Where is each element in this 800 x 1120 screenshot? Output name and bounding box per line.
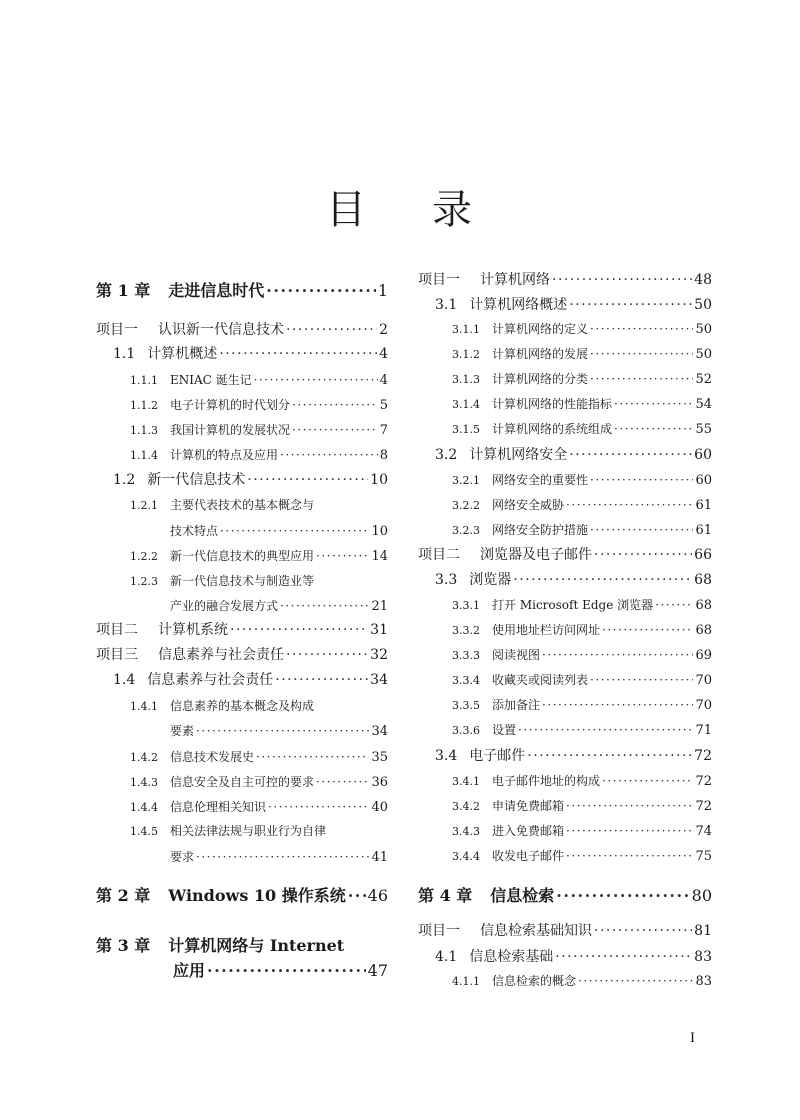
toc-subsection-entry <box>96 800 388 816</box>
toc-entry-number: 3.4.1 <box>452 775 480 788</box>
toc-page-number: 61 <box>695 523 712 538</box>
toc-entry-number: 项目二 <box>96 622 138 638</box>
toc-page-number: 2 <box>379 322 388 338</box>
toc-entry-number: 3.1.4 <box>452 398 480 411</box>
toc-subsection-entry <box>418 698 712 714</box>
toc-entry-label: 网络安全的重要性 <box>492 473 589 487</box>
toc-entry-number: 3.4 <box>435 748 458 764</box>
toc-project-entry <box>96 647 388 664</box>
toc-page-number: 1 <box>377 281 388 300</box>
toc-page-number: 83 <box>695 974 712 989</box>
toc-entry-number: 4.1 <box>435 949 458 965</box>
toc-entry-number: 1.4.4 <box>130 801 158 814</box>
toc-page-number: 70 <box>695 673 712 688</box>
toc-entry-number: 项目一 <box>96 322 138 338</box>
toc-section-entry <box>96 346 388 363</box>
toc-project-entry <box>418 923 712 940</box>
toc-entry-label: 使用地址栏访问网址 <box>492 623 601 637</box>
toc-entry-label: 计算机概述 <box>147 346 218 362</box>
toc-entry-label: 信息安全及自主可控的要求 <box>170 775 315 789</box>
toc-entry-label: 进入免费邮箱 <box>492 824 565 838</box>
toc-entry-number: 项目一 <box>418 272 460 288</box>
toc-entry-label: 打开 Microsoft Edge 浏览器 <box>492 598 654 612</box>
toc-entry-label: 计算机网络的发展 <box>492 347 589 361</box>
toc-subsection-entry <box>418 648 712 664</box>
toc-project-entry <box>418 547 712 564</box>
toc-subsection-entry <box>96 373 388 389</box>
toc-entry-number: 3.1.3 <box>452 373 480 386</box>
toc-entry-label: 新一代信息技术的典型应用 <box>170 549 315 563</box>
toc-entry-label: 浏览器 <box>469 572 512 588</box>
toc-page-number: 80 <box>691 886 712 905</box>
toc-entry-number: 1.2.2 <box>130 550 158 563</box>
toc-page-number: 81 <box>694 923 712 939</box>
toc-entry-number: 3.2.3 <box>452 524 480 537</box>
toc-page-number: 69 <box>695 648 712 663</box>
toc-page-number: 4 <box>379 346 388 362</box>
toc-dot-leader <box>655 598 693 612</box>
toc-entry-number: 第 1 章 <box>96 281 151 300</box>
toc-page-number: 32 <box>370 647 388 663</box>
toc-entry-label: 网络安全威胁 <box>492 498 565 512</box>
toc-dot-leader <box>348 886 366 905</box>
toc-page-number: 60 <box>695 473 712 488</box>
toc-entry-number: 1.2 <box>113 472 136 488</box>
toc-entry-label: 计算机网络安全 <box>469 447 568 463</box>
toc-subsection-continuation <box>96 850 388 866</box>
toc-entry-label: 相关法律法规与职业行为自律 <box>170 824 327 838</box>
toc-entry-number: 1.1.2 <box>130 399 158 412</box>
toc-section-entry <box>418 748 712 765</box>
toc-subsection-entry <box>418 673 712 689</box>
toc-subsection-continuation <box>96 524 388 540</box>
toc-dot-leader <box>254 373 378 387</box>
toc-dot-leader <box>590 523 693 537</box>
toc-entry-label: 计算机网络 <box>480 272 550 288</box>
toc-subsection-entry <box>96 699 388 713</box>
toc-dot-leader <box>542 648 693 662</box>
toc-entry-label: 主要代表技术的基本概念与 <box>170 498 315 512</box>
toc-page-number: 60 <box>694 447 712 463</box>
toc-project-entry <box>96 622 388 639</box>
toc-dot-leader <box>280 448 378 462</box>
toc-subsection-continuation <box>96 599 388 615</box>
toc-chapter-entry <box>418 886 712 905</box>
toc-entry-number: 3.3.2 <box>452 624 480 637</box>
toc-dot-leader <box>566 849 693 863</box>
toc-dot-leader <box>590 372 693 386</box>
toc-dot-leader <box>590 322 693 336</box>
toc-dot-leader <box>556 886 689 905</box>
toc-subsection-entry <box>418 849 712 865</box>
toc-entry-number: 3.3.5 <box>452 699 480 712</box>
toc-entry-number: 3.3.6 <box>452 724 480 737</box>
toc-entry-number: 1.4.1 <box>130 700 158 713</box>
toc-page-number: 50 <box>695 322 712 337</box>
toc-entry-number: 3.1.1 <box>452 323 480 336</box>
toc-project-entry <box>96 322 388 339</box>
toc-dot-leader <box>590 347 693 361</box>
toc-dot-leader <box>196 850 369 864</box>
toc-dot-leader <box>566 799 693 813</box>
toc-title-char-1: 目 <box>326 187 368 233</box>
toc-entry-label: 新一代信息技术 <box>147 472 246 488</box>
toc-entry-number: 3.3.3 <box>452 649 480 662</box>
toc-entry-number: 1.4 <box>113 672 136 688</box>
toc-entry-label: 应用 <box>173 961 206 980</box>
toc-page-number: 8 <box>379 448 388 463</box>
toc-dot-leader <box>196 724 369 738</box>
toc-entry-number: 1.1 <box>113 346 136 362</box>
toc-entry-number: 3.2.2 <box>452 499 480 512</box>
toc-entry-number: 1.1.3 <box>130 424 158 437</box>
toc-dot-leader <box>268 800 369 814</box>
toc-dot-leader <box>207 961 366 980</box>
toc-section-entry <box>96 672 388 689</box>
toc-page-number: 66 <box>694 547 712 563</box>
toc-entry-label: 收藏夹或阅读列表 <box>492 673 589 687</box>
toc-dot-leader <box>286 322 377 339</box>
toc-entry-label: 信息素养与社会责任 <box>147 672 274 688</box>
toc-entry-label: 产业的融合发展方式 <box>170 599 279 613</box>
toc-page-number: 68 <box>695 598 712 613</box>
toc-entry-label: 信息伦理相关知识 <box>170 800 267 814</box>
toc-dot-leader <box>542 698 693 712</box>
page-number: I <box>690 1030 695 1046</box>
toc-entry-label: 信息素养的基本概念及构成 <box>170 699 315 713</box>
toc-subsection-entry <box>96 448 388 464</box>
toc-subsection-entry <box>418 397 712 413</box>
toc-dot-leader <box>590 673 693 687</box>
toc-dot-leader <box>602 623 693 637</box>
toc-subsection-entry <box>418 799 712 815</box>
toc-entry-label: 计算机网络的性能指标 <box>492 397 613 411</box>
toc-entry-number: 3.4.3 <box>452 825 480 838</box>
toc-entry-label: 设置 <box>492 723 517 737</box>
toc-entry-label: 信息技术发展史 <box>170 750 255 764</box>
toc-entry-number: 4.1.1 <box>452 975 480 988</box>
toc-dot-leader <box>594 923 692 940</box>
toc-dot-leader <box>256 750 369 764</box>
toc-subsection-entry <box>96 750 388 766</box>
toc-entry-label: 计算机网络与 Internet <box>168 936 345 955</box>
toc-dot-leader <box>292 423 378 437</box>
toc-entry-label: 计算机网络的系统组成 <box>492 422 613 436</box>
toc-entry-label: 电子计算机的时代划分 <box>170 398 291 412</box>
toc-page-number: 41 <box>371 850 388 865</box>
toc-page-number: 36 <box>371 775 388 790</box>
toc-page-number: 50 <box>694 297 712 313</box>
toc-subsection-entry <box>96 824 388 838</box>
toc-entry-label: 认识新一代信息技术 <box>158 322 284 338</box>
toc-entry-label: 计算机系统 <box>158 622 228 638</box>
toc-dot-leader <box>247 472 368 489</box>
toc-entry-number: 3.1 <box>435 297 458 313</box>
toc-subsection-entry <box>96 423 388 439</box>
toc-page-number: 10 <box>371 524 388 539</box>
toc-subsection-continuation <box>96 724 388 740</box>
toc-entry-number: 3.2.1 <box>452 474 480 487</box>
toc-entry-label: 浏览器及电子邮件 <box>480 547 592 563</box>
toc-entry-number: 3.4.4 <box>452 850 480 863</box>
toc-entry-number: 3.2 <box>435 447 458 463</box>
toc-entry-label: 计算机网络的分类 <box>492 372 589 386</box>
toc-entry-label: 添加备注 <box>492 698 541 712</box>
toc-title <box>0 178 800 235</box>
toc-entry-number: 1.4.2 <box>130 751 158 764</box>
toc-subsection-entry <box>418 723 712 739</box>
toc-entry-number: 3.3 <box>435 572 458 588</box>
toc-dot-leader <box>594 547 692 564</box>
toc-section-entry <box>418 447 712 464</box>
toc-entry-number: 1.2.1 <box>130 499 158 512</box>
toc-subsection-entry <box>418 824 712 840</box>
toc-subsection-entry <box>96 498 388 512</box>
toc-title-char-2: 录 <box>432 187 474 233</box>
toc-dot-leader <box>569 447 692 464</box>
toc-entry-number: 1.2.3 <box>130 575 158 588</box>
toc-chapter-entry <box>96 281 388 300</box>
toc-subsection-entry <box>96 574 388 588</box>
toc-dot-leader <box>555 949 692 966</box>
toc-entry-label: 技术特点 <box>170 524 219 538</box>
toc-subsection-entry <box>418 347 712 363</box>
toc-subsection-entry <box>96 549 388 565</box>
toc-dot-leader <box>569 297 692 314</box>
toc-subsection-entry <box>418 623 712 639</box>
toc-dot-leader <box>513 572 692 589</box>
toc-entry-label: 计算机网络概述 <box>469 297 568 313</box>
toc-subsection-entry <box>418 473 712 489</box>
toc-dot-leader <box>527 748 692 765</box>
toc-entry-label: 网络安全防护措施 <box>492 523 589 537</box>
toc-entry-number: 项目二 <box>418 547 460 563</box>
toc-subsection-entry <box>418 974 712 990</box>
toc-subsection-entry <box>418 774 712 790</box>
toc-page-number: 75 <box>695 849 712 864</box>
toc-entry-label: 信息素养与社会责任 <box>158 647 284 663</box>
toc-dot-leader <box>518 723 693 737</box>
toc-page-number: 14 <box>371 549 388 564</box>
toc-subsection-entry <box>96 775 388 791</box>
toc-entry-number: 1.1.1 <box>130 374 158 387</box>
toc-entry-number: 第 3 章 <box>96 936 151 955</box>
toc-entry-label: 信息检索的概念 <box>492 974 577 988</box>
toc-entry-label: ENIAC 诞生记 <box>170 373 252 387</box>
toc-page-number: 35 <box>371 750 388 765</box>
toc-page-number: 72 <box>695 799 712 814</box>
toc-page-number: 46 <box>367 886 388 905</box>
toc-entry-label: 信息检索基础 <box>469 949 554 965</box>
toc-dot-leader <box>230 622 368 639</box>
toc-page-number: 71 <box>695 723 712 738</box>
toc-page-number: 34 <box>370 672 388 688</box>
toc-page-number: 72 <box>694 748 712 764</box>
toc-entry-label: 阅读视图 <box>492 648 541 662</box>
toc-dot-leader <box>280 599 369 613</box>
toc-entry-label: 电子邮件地址的构成 <box>492 774 601 788</box>
toc-entry-number: 3.3.4 <box>452 674 480 687</box>
toc-entry-number: 3.3.1 <box>452 599 480 612</box>
toc-entry-number: 1.4.3 <box>130 776 158 789</box>
toc-entry-number: 第 2 章 <box>96 886 151 905</box>
toc-page-number: 83 <box>694 949 712 965</box>
toc-entry-number: 项目三 <box>96 647 138 663</box>
toc-page-number: 70 <box>695 698 712 713</box>
toc-subsection-entry <box>418 422 712 438</box>
toc-entry-label: 要求 <box>170 850 195 864</box>
toc-entry-number: 3.1.2 <box>452 348 480 361</box>
toc-page-number: 55 <box>695 422 712 437</box>
toc-entry-label: 计算机网络的定义 <box>492 322 589 336</box>
toc-section-entry <box>418 572 712 589</box>
toc-page-number: 50 <box>695 347 712 362</box>
toc-chapter-entry <box>96 936 388 955</box>
toc-dot-leader <box>552 272 692 289</box>
toc-dot-leader <box>220 524 369 538</box>
toc-entry-label: 走进信息时代 <box>168 281 265 300</box>
toc-entry-label: 计算机的特点及应用 <box>170 448 279 462</box>
toc-entry-label: 信息检索 <box>490 886 555 905</box>
toc-page-number: 4 <box>379 373 388 388</box>
toc-page-number: 68 <box>694 572 712 588</box>
toc-dot-leader <box>219 346 377 363</box>
toc-dot-leader <box>614 397 693 411</box>
toc-page-number: 68 <box>695 623 712 638</box>
toc-page-number: 21 <box>371 599 388 614</box>
toc-chapter-continuation <box>96 961 388 980</box>
toc-dot-leader <box>602 774 693 788</box>
toc-entry-label: 我国计算机的发展状况 <box>170 423 291 437</box>
toc-page-number: 7 <box>379 423 388 438</box>
toc-page-number: 40 <box>371 800 388 815</box>
toc-subsection-entry <box>96 398 388 414</box>
toc-entry-number: 1.4.5 <box>130 825 158 838</box>
toc-section-entry <box>418 297 712 314</box>
toc-page-number: 34 <box>371 724 388 739</box>
toc-entry-number: 1.1.4 <box>130 449 158 462</box>
toc-subsection-entry <box>418 498 712 514</box>
toc-entry-number: 3.1.5 <box>452 423 480 436</box>
toc-subsection-entry <box>418 523 712 539</box>
toc-dot-leader <box>292 398 378 412</box>
toc-entry-label: 要素 <box>170 724 195 738</box>
toc-dot-leader <box>266 281 376 300</box>
toc-dot-leader <box>316 549 369 563</box>
toc-page-number: 48 <box>694 272 712 288</box>
toc-entry-label: 信息检索基础知识 <box>480 923 592 939</box>
toc-dot-leader <box>566 824 693 838</box>
toc-page-number: 10 <box>370 472 388 488</box>
toc-subsection-entry <box>418 372 712 388</box>
toc-section-entry <box>96 472 388 489</box>
toc-page-number: 54 <box>695 397 712 412</box>
toc-project-entry <box>418 272 712 289</box>
toc-dot-leader <box>590 473 693 487</box>
toc-dot-leader <box>286 647 368 664</box>
toc-page-number: 72 <box>695 774 712 789</box>
toc-page-number: 5 <box>379 398 388 413</box>
toc-entry-number: 第 4 章 <box>418 886 473 905</box>
toc-entry-label: 申请免费邮箱 <box>492 799 565 813</box>
toc-dot-leader <box>316 775 369 789</box>
toc-dot-leader <box>614 422 693 436</box>
toc-page-number: 47 <box>367 961 388 980</box>
toc-page-number: 61 <box>695 498 712 513</box>
toc-chapter-entry <box>96 886 388 905</box>
toc-dot-leader <box>566 498 693 512</box>
toc-entry-number: 项目一 <box>418 923 460 939</box>
toc-entry-label: Windows 10 操作系统 <box>168 886 346 905</box>
toc-page-number: 31 <box>370 622 388 638</box>
toc-subsection-entry <box>418 322 712 338</box>
toc-entry-label: 收发电子邮件 <box>492 849 565 863</box>
toc-dot-leader <box>275 672 368 689</box>
toc-section-entry <box>418 949 712 966</box>
toc-page-number: 74 <box>695 824 712 839</box>
toc-page-number: 52 <box>695 372 712 387</box>
toc-subsection-entry <box>418 598 712 614</box>
toc-dot-leader <box>578 974 693 988</box>
toc-entry-label: 电子邮件 <box>469 748 526 764</box>
toc-entry-label: 新一代信息技术与制造业等 <box>170 574 315 588</box>
toc-entry-number: 3.4.2 <box>452 800 480 813</box>
